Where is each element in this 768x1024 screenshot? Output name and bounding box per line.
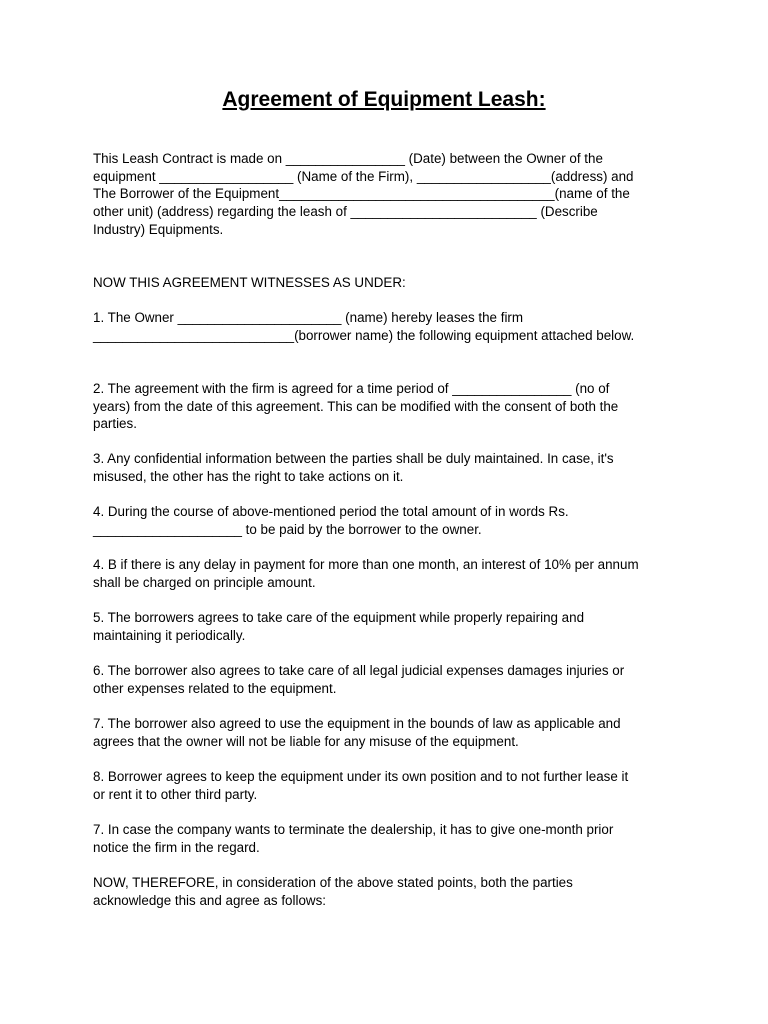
clause-1: 1. The Owner ______________________ (name) hereby leases the firm ___________________________(borrower name) the following equipment attached below. xyxy=(93,310,635,343)
intro-paragraph: This Leash Contract is made on ________________ (Date) between the Owner of the equipment __________________ (Name of the Firm), __________________(address) and The Borrower of the Equipment_____________________________________(name of the other unit) (address) regarding the leash of _________________________ (Describe Industry) Equipments. xyxy=(93,151,634,237)
clause-2: 2. The agreement with the firm is agreed for a time period of ________________ (no of years) from the date of this agreement. This can be modified with the consent of both the parties. xyxy=(93,381,619,432)
document-title: Agreement of Equipment Leash: xyxy=(222,88,546,111)
clause-7: 7. The borrower also agreed to use the equipment in the bounds of law as applicable and agrees that the owner will not be liable for any misuse of the equipment. xyxy=(93,716,621,749)
clause-5: 5. The borrowers agrees to take care of the equipment while properly repairing and maintaining it periodically. xyxy=(93,610,585,643)
clause-8: 8. Borrower agrees to keep the equipment under its own position and to not further lease it or rent it to other third party. xyxy=(93,769,629,802)
witnesses-heading: NOW THIS AGREEMENT WITNESSES AS UNDER: xyxy=(93,275,406,290)
closing-paragraph: NOW, THEREFORE, in consideration of the above stated points, both the parties acknowledge this and agree as follows: xyxy=(93,875,573,908)
clause-7-termination: 7. In case the company wants to terminate the dealership, it has to give one-month prior notice the firm in the regard. xyxy=(93,822,614,855)
clause-4: 4. During the course of above-mentioned period the total amount of in words Rs. ____________________ to be paid by the borrower to the owner. xyxy=(93,504,569,537)
clause-4b: 4. B if there is any delay in payment for more than one month, an interest of 10% per annum shall be charged on principle amount. xyxy=(93,557,639,590)
clause-6: 6. The borrower also agrees to take care of all legal judicial expenses damages injuries or other expenses related to the equipment. xyxy=(93,663,625,696)
clause-3: 3. Any confidential information between the parties shall be duly maintained. In case, it's misused, the other has the right to take actions on it. xyxy=(93,451,614,484)
